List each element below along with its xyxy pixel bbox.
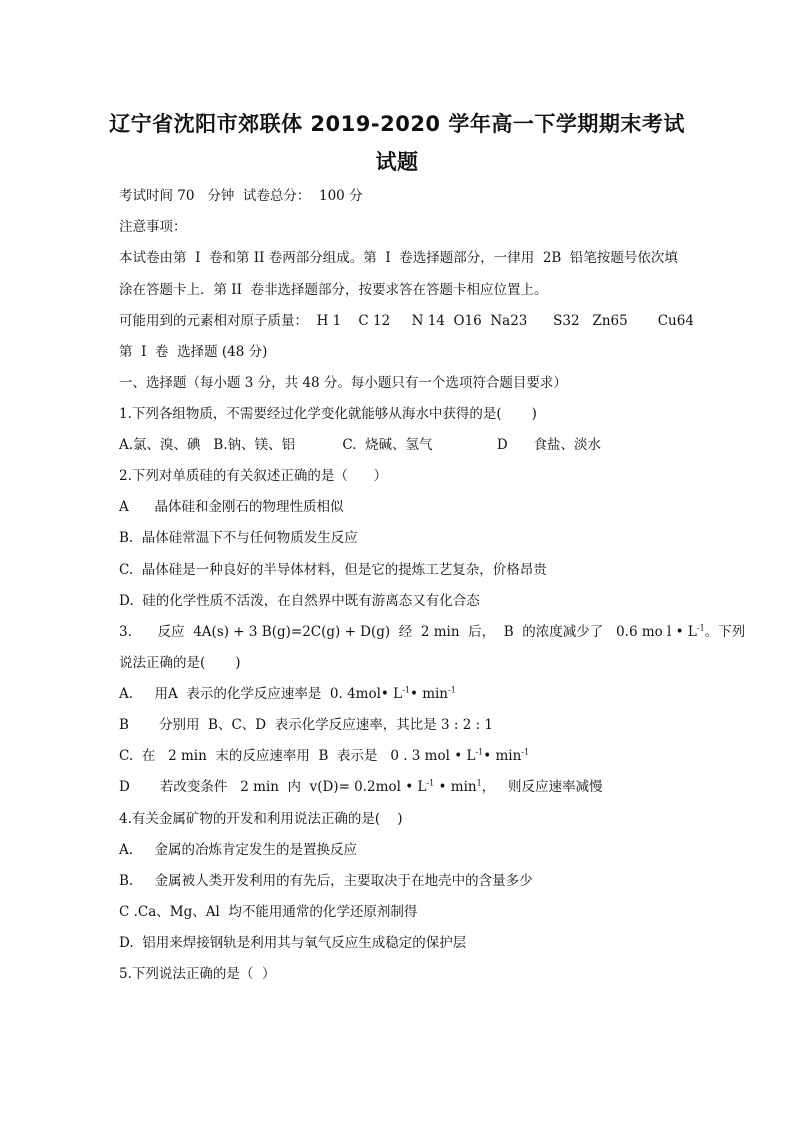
q3-d-sup-1: -1 bbox=[426, 778, 435, 788]
q3-option-c bbox=[119, 748, 529, 764]
q4-option-d: D. 铝用来焊接钢轨是利用其与氧气反应生成稳定的保护层 bbox=[119, 935, 467, 951]
q2-option-a: A 晶体硅和金刚石的物理性质相似 bbox=[119, 499, 344, 515]
q5-stem: 5.下列说法正确的是（ ） bbox=[119, 966, 276, 982]
q3-a-sup-1: -1 bbox=[402, 685, 410, 695]
q2-option-b: B. 晶体硅常温下不与任何物质发生反应 bbox=[119, 530, 358, 546]
q3-d-text: D 若改变条件 2 min 内 v(D)= 0.2mol • L bbox=[119, 779, 427, 795]
section-instructions: 一、选择题（每小题 3 分，共 48 分。每小题只有一个选项符合题目要求） bbox=[119, 375, 567, 391]
q3-a-mid: • min bbox=[409, 686, 449, 702]
q3-c-sup-2: -1 bbox=[521, 747, 530, 757]
atomic-masses: 可能用到的元素相对原子质量： H 1 C 12 N 14 O16 Na23 S32 Zn65 Cu64 bbox=[119, 313, 694, 329]
q3-c-text: C. 在 2 min 末的反应速率用 B 表示是 0 . 3 mol • L bbox=[119, 748, 476, 764]
q3-c-sup-1: -1 bbox=[475, 747, 484, 757]
q3-d-mid: • min bbox=[434, 779, 477, 795]
q3-stem-end: 。下列 bbox=[704, 624, 746, 640]
exam-title-line-1: 辽宁省沈阳市郊联体 2019-2020 学年高一下学期期末考试 bbox=[109, 112, 685, 136]
exam-title-line-2: 试题 bbox=[375, 150, 419, 174]
q3-c-mid: • min bbox=[483, 748, 522, 764]
q3-option-d bbox=[119, 779, 603, 795]
q1-options: A.氯、溴、碘 B.钠、镁、铝 C. 烧碱、氢气 D 食盐、淡水 bbox=[119, 437, 601, 453]
q3-option-b: B 分别用 B、C、D 表示化学反应速率，其比是 3 : 2 : 1 bbox=[119, 717, 494, 733]
q3-option-a bbox=[119, 686, 456, 702]
note-line-2: 涂在答题卡上．第 II 卷非选择题部分，按要求答在答题卡相应位置上。 bbox=[119, 282, 548, 298]
exam-time-info: 考试时间 70 分钟 试卷总分： 100 分 bbox=[119, 188, 363, 204]
q3-stem-text: 3. 反应 4A(s) + 3 B(g)=2C(g) + D(g) 经 2 min 后， B 的浓度减少了 0.6 mo l • L bbox=[119, 624, 697, 640]
q3-a-sup-2: -1 bbox=[448, 685, 456, 695]
q3-stem-sup: -1 bbox=[696, 623, 705, 633]
q2-stem: 2.下列对单质硅的有关叙述正确的是（ ） bbox=[119, 468, 388, 484]
q3-stem-line-2: 说法正确的是( ) bbox=[119, 655, 241, 671]
q4-stem: 4.有关金属矿物的开发和利用说法正确的是( ) bbox=[119, 811, 403, 827]
q4-option-a: A. 金属的冶炼肯定发生的是置换反应 bbox=[119, 842, 357, 858]
notes-heading: 注意事项： bbox=[119, 219, 187, 235]
q4-option-b: B. 金属被人类开发利用的有先后，主要取决于在地壳中的含量多少 bbox=[119, 873, 533, 889]
q2-option-c: C. 晶体硅是一种良好的半导体材料，但是它的提炼工艺复杂，价格昂贵 bbox=[119, 562, 547, 578]
q3-d-end: ， 则反应速率减慢 bbox=[481, 779, 603, 795]
q3-a-text: A. 用A 表示的化学反应速率是 0. 4mol• L bbox=[119, 686, 403, 702]
q1-stem: 1.下列各组物质，不需要经过化学变化就能够从海水中获得的是( ) bbox=[119, 406, 537, 422]
note-line-1: 本试卷由第 I 卷和第 II 卷两部分组成。第 I 卷选择题部分，一律用 2B 铅笔按题号依次填 bbox=[119, 250, 678, 266]
q2-option-d: D. 硅的化学性质不活泼，在自然界中既有游离态又有化合态 bbox=[119, 593, 480, 609]
q3-d-sup-2: 1 bbox=[476, 778, 482, 788]
part-1-heading: 第 I 卷 选择题 (48 分) bbox=[119, 344, 268, 360]
q3-stem-line-1 bbox=[119, 624, 745, 640]
q4-option-c: C .Ca、Mg、Al 均不能用通常的化学还原剂制得 bbox=[119, 904, 418, 920]
